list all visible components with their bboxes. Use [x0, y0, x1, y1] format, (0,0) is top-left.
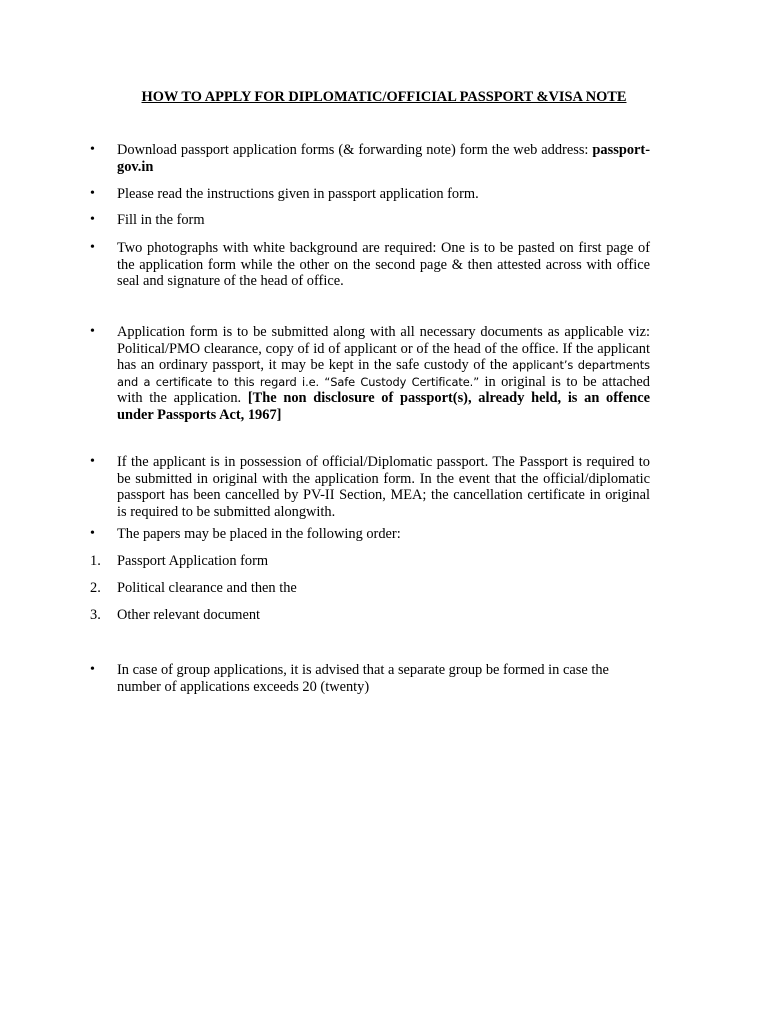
fill-text: Fill in the form — [117, 212, 205, 228]
bullet-icon: • — [90, 240, 95, 255]
bullet-item-read — [90, 186, 650, 203]
read-text: Please read the instructions given in passport application form. — [117, 186, 479, 202]
bullet-icon: • — [90, 526, 95, 541]
bullet-item-download — [90, 142, 650, 175]
web-address: passport-gov.in — [117, 142, 650, 175]
bullet-icon: • — [90, 454, 95, 469]
list-number: 1. — [90, 553, 101, 569]
bullet-icon: • — [90, 186, 95, 201]
application-text-sans: applicant’s departments and a certificate to this regard i.e. “Safe Custody Certificate.” — [117, 358, 650, 389]
bullet-icon: • — [90, 142, 95, 157]
bullet-item-group — [90, 662, 650, 695]
bullet-item-order — [90, 526, 650, 543]
numbered-item-3 — [90, 607, 650, 624]
official-text: If the applicant is in possession of official/Diplomatic passport. The Passport is required to be submitted in original with the application form. In the event that the official/diplomatic passport has been cancelled by PV-II Section, MEA; the cancellation certificate in original is required to be submitted alongwith. — [117, 454, 650, 520]
bullet-item-fill — [90, 212, 650, 229]
list-number: 2. — [90, 580, 101, 596]
download-text: Download passport application forms (& forwarding note) form the web address: — [117, 142, 593, 158]
application-text-b: in original is to be attached with the application. — [117, 373, 650, 407]
application-text-a: Application form is to be submitted along with all necessary documents as applicable viz: Political/PMO clearance, copy of id of applicant or of the head of the office. If the applicant has an ordinary passport, it may be kept in the safe custody of the — [117, 324, 650, 374]
application-bold-note: [The non disclosure of passport(s), already held, is an offence under Passports Act, 1967] — [117, 390, 650, 423]
numbered-item-2 — [90, 580, 650, 597]
bullet-icon: • — [90, 324, 95, 339]
bullet-item-application — [90, 324, 650, 424]
bullet-icon: • — [90, 212, 95, 227]
order-text: The papers may be placed in the following order: — [117, 526, 401, 542]
bullet-item-official — [90, 454, 650, 520]
bullet-icon: • — [90, 662, 95, 677]
group-text: In case of group applications, it is advised that a separate group be formed in case the number of applications exceeds 20 (twenty) — [117, 662, 609, 695]
list-number: 3. — [90, 607, 101, 623]
numbered-item-1 — [90, 553, 650, 570]
numbered-text: Other relevant document — [117, 607, 261, 623]
photos-text: Two photographs with white background are required: One is to be pasted on first page of the application form while the other on the second page & then attested across with office seal and signature of the head of office. — [117, 240, 650, 290]
numbered-text: Political clearance and then the — [117, 580, 297, 596]
document-title: HOW TO APPLY FOR DIPLOMATIC/OFFICIAL PASSPORT &VISA NOTE — [141, 89, 627, 105]
numbered-text: Passport Application form — [117, 553, 269, 569]
bullet-item-photos — [90, 240, 650, 290]
